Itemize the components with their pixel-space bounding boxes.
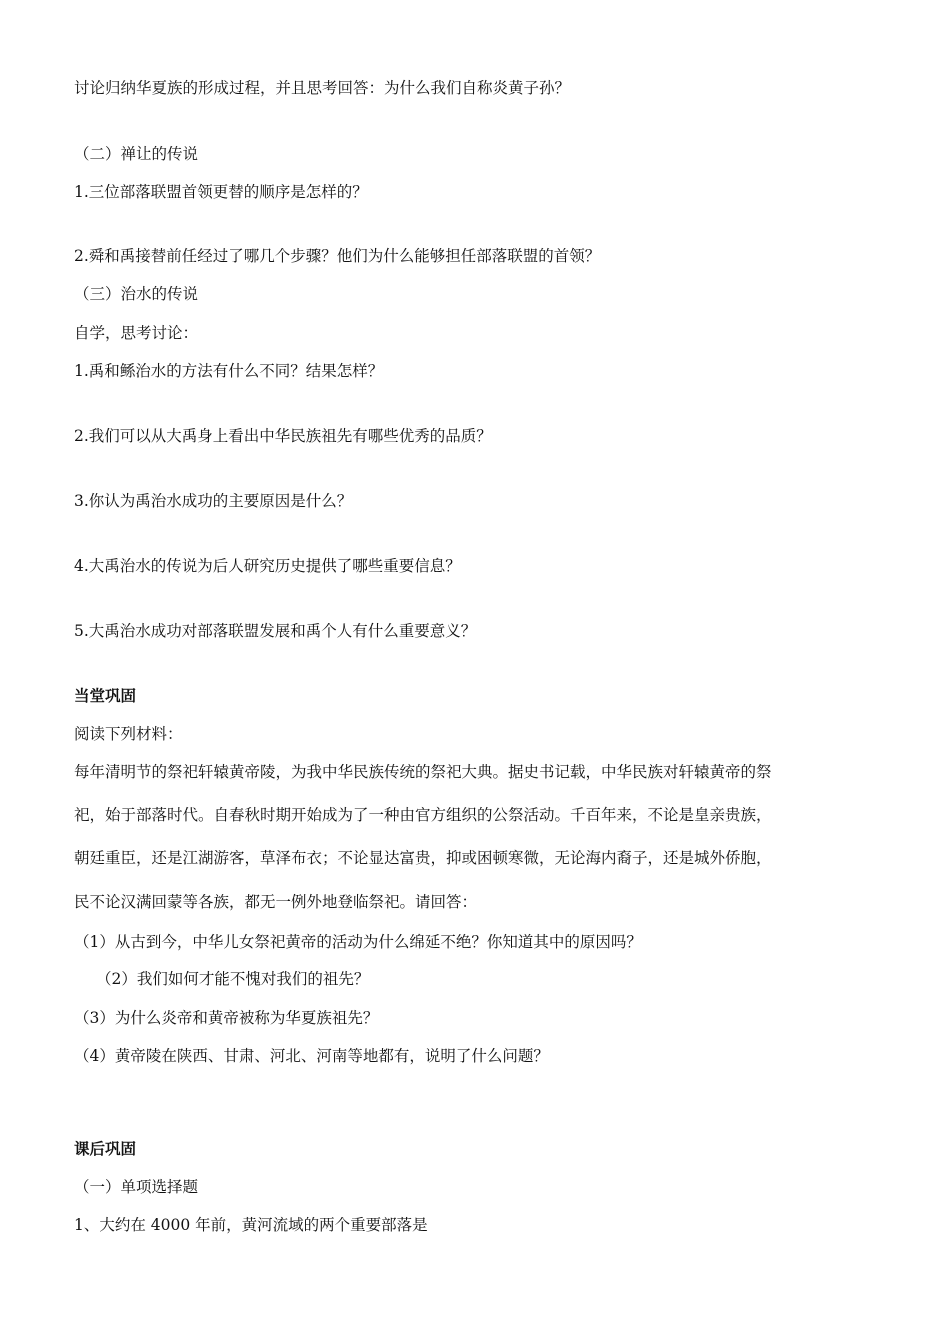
section-heading-abdication: （二）禅让的传说 <box>74 145 199 163</box>
section-heading-multiple-choice: （一）单项选择题 <box>74 1178 199 1196</box>
section-title-after-class-review: 课后巩固 <box>74 1140 137 1158</box>
question-text: 2.我们可以从大禹身上看出中华民族祖先有哪些优秀的品质？ <box>74 427 492 445</box>
sub-question: （2）我们如何才能不愧对我们的祖先？ <box>96 970 370 988</box>
instruction-text: 阅读下列材料： <box>74 725 183 743</box>
sub-question: （1）从古到今，中华儿女祭祀黄帝的活动为什么绵延不绝？你知道其中的原因吗？ <box>74 933 642 951</box>
question-text: 1.三位部落联盟首领更替的顺序是怎样的？ <box>74 183 368 201</box>
instruction-text: 自学，思考讨论： <box>74 324 199 342</box>
sub-question: （4）黄帝陵在陕西、甘肃、河北、河南等地都有，说明了什么问题？ <box>74 1047 549 1065</box>
question-text: 3.你认为禹治水成功的主要原因是什么？ <box>74 492 353 510</box>
question-text: 5.大禹治水成功对部落联盟发展和禹个人有什么重要意义？ <box>74 622 477 640</box>
question-text: 4.大禹治水的传说为后人研究历史提供了哪些重要信息？ <box>74 557 461 575</box>
question-text: 2.舜和禹接替前任经过了哪几个步骤？他们为什么能够担任部落联盟的首领？ <box>74 247 601 265</box>
sub-question: （3）为什么炎帝和黄帝被称为华夏族祖先？ <box>74 1009 379 1027</box>
material-paragraph-line: 祀，始于部落时代。自春秋时期开始成为了一种由官方组织的公祭活动。千百年来，不论是皇亲贵族， <box>74 806 772 824</box>
intro-question: 讨论归纳华夏族的形成过程，并且思考回答：为什么我们自称炎黄子孙？ <box>74 79 571 97</box>
question-text: 1.禹和鲧治水的方法有什么不同？结果怎样？ <box>74 362 384 380</box>
material-paragraph-line: 每年清明节的祭祀轩辕黄帝陵，为我中华民族传统的祭祀大典。据史书记载，中华民族对轩辕黄帝的祭 <box>74 763 772 781</box>
material-paragraph-line: 朝廷重臣，还是江湖游客，草泽布衣；不论显达富贵，抑或困顿寒微，无论海内裔子，还是城外侨胞， <box>74 849 772 867</box>
material-paragraph-line: 民不论汉满回蒙等各族，都无一例外地登临祭祀。请回答： <box>74 893 478 911</box>
section-title-classroom-review: 当堂巩固 <box>74 687 137 705</box>
question-text: 1、大约在 4000 年前，黄河流域的两个重要部落是 <box>74 1216 428 1234</box>
section-heading-flood-control: （三）治水的传说 <box>74 285 199 303</box>
